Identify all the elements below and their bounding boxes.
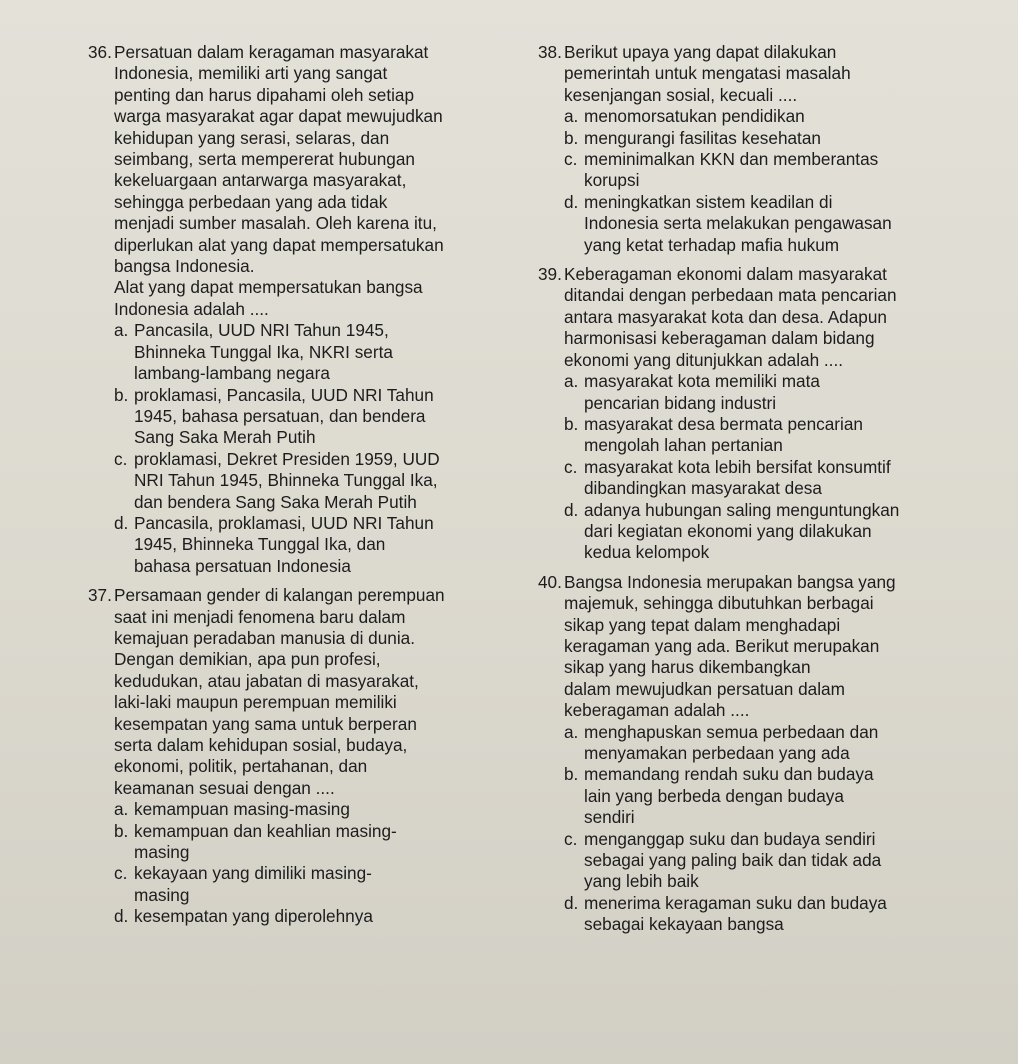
option-line: memandang rendah suku dan budaya	[584, 764, 874, 785]
option-line: sebagai yang paling baik dan tidak ada	[584, 850, 882, 871]
option-line: masing	[134, 884, 190, 905]
option-line: menghapuskan semua perbedaan dan	[584, 721, 879, 742]
option-line: NRI Tahun 1945, Bhinneka Tunggal Ika,	[134, 470, 438, 491]
stem-line: kekeluargaan antarwarga masyarakat,	[114, 170, 407, 191]
stem-line: dalam mewujudkan persatuan dalam	[564, 678, 845, 699]
stem-line: kesenjangan sosial, kecuali ....	[564, 84, 798, 105]
stem-line: seimbang, serta mempererat hubungan	[114, 149, 415, 170]
stem-line: keragaman yang ada. Berikut merupakan	[564, 635, 880, 656]
option-line: menerima keragaman suku dan budaya	[584, 892, 887, 913]
option-line: menyamakan perbedaan yang ada	[584, 743, 850, 763]
option-letter: d.	[564, 191, 579, 212]
option-line: mengolah lahan pertanian	[584, 435, 783, 456]
stem-line: sikap yang harus dikembangkan	[564, 657, 811, 678]
stem-line: sikap yang tepat dalam menghadapi	[564, 614, 841, 635]
stem-line: ditandai dengan perbedaan mata pencarian	[564, 285, 897, 306]
stem-line: keberagaman adalah ....	[564, 700, 750, 721]
stem-line: harmonisasi keberagaman dalam bidang	[564, 328, 875, 349]
stem-line: kesempatan yang sama untuk berperan	[114, 713, 417, 734]
answer-option	[564, 192, 963, 256]
stem-line: Indonesia, memiliki arti yang sangat	[114, 63, 388, 84]
option-letter: b.	[564, 413, 579, 434]
option-letter: a.	[564, 106, 579, 127]
option-letter: a.	[564, 371, 579, 392]
stem-line: menjadi sumber masalah. Oleh karena itu,	[114, 213, 437, 234]
left-column	[88, 42, 498, 928]
option-letter: b.	[114, 820, 129, 841]
option-line: Pancasila, UUD NRI Tahun 1945,	[134, 320, 389, 341]
stem-line: bangsa Indonesia.	[114, 256, 255, 277]
option-line: lain yang berbeda dengan budaya	[584, 785, 844, 806]
option-line: bahasa persatuan Indonesia	[134, 555, 351, 576]
stem-line: ekonomi, politik, pertahanan, dan	[114, 756, 368, 777]
answer-option	[564, 371, 963, 414]
stem-line: Dengan demikian, apa pun profesi,	[114, 649, 381, 670]
answer-option	[114, 449, 498, 513]
stem-line: Alat yang dapat mempersatukan bangsa	[114, 277, 423, 298]
stem-line: Indonesia adalah ....	[114, 298, 269, 319]
option-line: kekayaan yang dimiliki masing-	[134, 863, 372, 884]
option-line: masyarakat kota lebih bersifat konsumtif	[584, 456, 891, 477]
option-line: menganggap suku dan budaya sendiri	[584, 828, 876, 849]
answer-option	[564, 149, 963, 192]
option-line: korupsi	[584, 170, 640, 191]
option-line: Bhinneka Tunggal Ika, NKRI serta	[134, 341, 393, 362]
option-line: kemampuan masing-masing	[134, 799, 350, 820]
question-stem	[564, 572, 963, 722]
answer-option	[114, 863, 498, 906]
question-number: 39.	[538, 264, 562, 285]
option-line: lambang-lambang negara	[134, 363, 330, 384]
stem-line: kehidupan yang serasi, selaras, dan	[114, 127, 390, 148]
answer-option	[564, 829, 963, 893]
question-40	[538, 572, 963, 936]
option-letter: a.	[564, 721, 579, 742]
answer-option	[114, 799, 498, 820]
option-letter: a.	[114, 799, 129, 820]
option-line: masing	[134, 842, 190, 863]
option-line: kesempatan yang diperolehnya	[134, 906, 373, 927]
question-39	[538, 264, 963, 564]
question-stem	[114, 42, 498, 320]
option-line: pencarian bidang industri	[584, 392, 777, 413]
answer-option	[564, 764, 963, 828]
option-line: masyarakat desa bermata pencarian	[584, 413, 863, 434]
option-line: yang ketat terhadap mafia hukum	[584, 234, 840, 255]
option-line: dibandingkan masyarakat desa	[584, 478, 822, 499]
option-letter: d.	[114, 906, 129, 927]
option-line: masyarakat kota memiliki mata	[584, 371, 820, 392]
option-letter: d.	[564, 892, 579, 913]
answer-option	[564, 414, 963, 457]
option-letter: b.	[564, 764, 579, 785]
stem-line: antara masyarakat kota dan desa. Adapun	[564, 306, 887, 327]
stem-line: Bangsa Indonesia merupakan bangsa yang	[564, 571, 896, 592]
option-line: sendiri	[584, 807, 635, 828]
option-letter: c.	[114, 863, 128, 884]
option-line: kedua kelompok	[584, 542, 710, 563]
question-number: 40.	[538, 571, 562, 592]
stem-line: majemuk, sehingga dibutuhkan berbagai	[564, 593, 874, 614]
option-line: 1945, Bhinneka Tunggal Ika, dan	[134, 534, 386, 555]
stem-line: Berikut upaya yang dapat dilakukan	[564, 42, 837, 62]
question-number: 36.	[88, 42, 112, 62]
question-gap	[538, 256, 963, 264]
option-letter: c.	[564, 828, 578, 849]
answer-option	[114, 513, 498, 577]
option-line: Indonesia serta melakukan pengawasan	[584, 213, 892, 234]
stem-line: diperlukan alat yang dapat mempersatukan	[114, 234, 444, 255]
option-line: mengurangi fasilitas kesehatan	[584, 127, 821, 148]
question-stem	[114, 585, 498, 799]
answer-option	[564, 457, 963, 500]
answer-option	[564, 893, 963, 936]
option-line: dan bendera Sang Saka Merah Putih	[134, 491, 417, 512]
question-38	[538, 42, 963, 256]
question-stem	[564, 264, 963, 371]
option-line: sebagai kekayaan bangsa	[584, 914, 784, 935]
stem-line: kedudukan, atau jabatan di masyarakat,	[114, 670, 419, 691]
answer-option	[564, 500, 963, 564]
stem-line: laki-laki maupun perempuan memiliki	[114, 692, 397, 713]
question-number: 37.	[88, 585, 112, 606]
option-line: menomorsatukan pendidikan	[584, 106, 805, 127]
answer-option	[564, 128, 963, 149]
stem-line: Keberagaman ekonomi dalam masyarakat	[564, 264, 887, 285]
question-37	[88, 585, 498, 928]
answer-option	[114, 906, 498, 927]
question-36	[88, 42, 498, 577]
option-letter: c.	[564, 149, 578, 170]
answer-option	[114, 821, 498, 864]
question-gap	[538, 564, 963, 572]
option-line: proklamasi, Dekret Presiden 1959, UUD	[134, 448, 440, 469]
answer-option	[114, 320, 498, 384]
option-line: adanya hubungan saling menguntungkan	[584, 499, 900, 520]
option-line: 1945, bahasa persatuan, dan bendera	[134, 405, 426, 426]
option-line: Sang Saka Merah Putih	[134, 427, 316, 448]
option-line: yang lebih baik	[584, 871, 699, 892]
option-line: kemampuan dan keahlian masing-	[134, 820, 397, 841]
option-letter: a.	[114, 320, 129, 341]
option-letter: c.	[564, 456, 578, 477]
option-letter: c.	[114, 448, 128, 469]
answer-option	[114, 385, 498, 449]
stem-line: penting dan harus dipahami oleh setiap	[114, 84, 415, 105]
option-letter: d.	[564, 499, 579, 520]
stem-line: serta dalam kehidupan sosial, budaya,	[114, 735, 408, 755]
stem-line: kemajuan peradaban manusia di dunia.	[114, 627, 415, 648]
option-letter: b.	[114, 384, 129, 405]
stem-line: ekonomi yang ditunjukkan adalah ....	[564, 349, 844, 370]
option-line: proklamasi, Pancasila, UUD NRI Tahun	[134, 384, 434, 405]
stem-line: warga masyarakat agar dapat mewujudkan	[114, 106, 443, 127]
stem-line: saat ini menjadi fenomena baru dalam	[114, 606, 406, 627]
stem-line: pemerintah untuk mengatasi masalah	[564, 63, 851, 84]
stem-line: Persamaan gender di kalangan perempuan	[114, 585, 445, 606]
stem-line: Persatuan dalam keragaman masyarakat	[114, 42, 429, 62]
question-gap	[88, 577, 498, 585]
option-letter: b.	[564, 127, 579, 148]
option-line: meminimalkan KKN dan memberantas	[584, 149, 879, 170]
stem-line: keamanan sesuai dengan ....	[114, 777, 335, 798]
option-line: meningkatkan sistem keadilan di	[584, 191, 833, 212]
question-stem	[564, 42, 963, 106]
option-line: Pancasila, proklamasi, UUD NRI Tahun	[134, 512, 434, 533]
option-letter: d.	[114, 512, 129, 533]
option-line: dari kegiatan ekonomi yang dilakukan	[584, 520, 872, 541]
answer-option	[564, 106, 963, 127]
right-column	[538, 42, 963, 936]
answer-option	[564, 722, 963, 765]
question-number: 38.	[538, 42, 562, 62]
stem-line: sehingga perbedaan yang ada tidak	[114, 191, 388, 212]
